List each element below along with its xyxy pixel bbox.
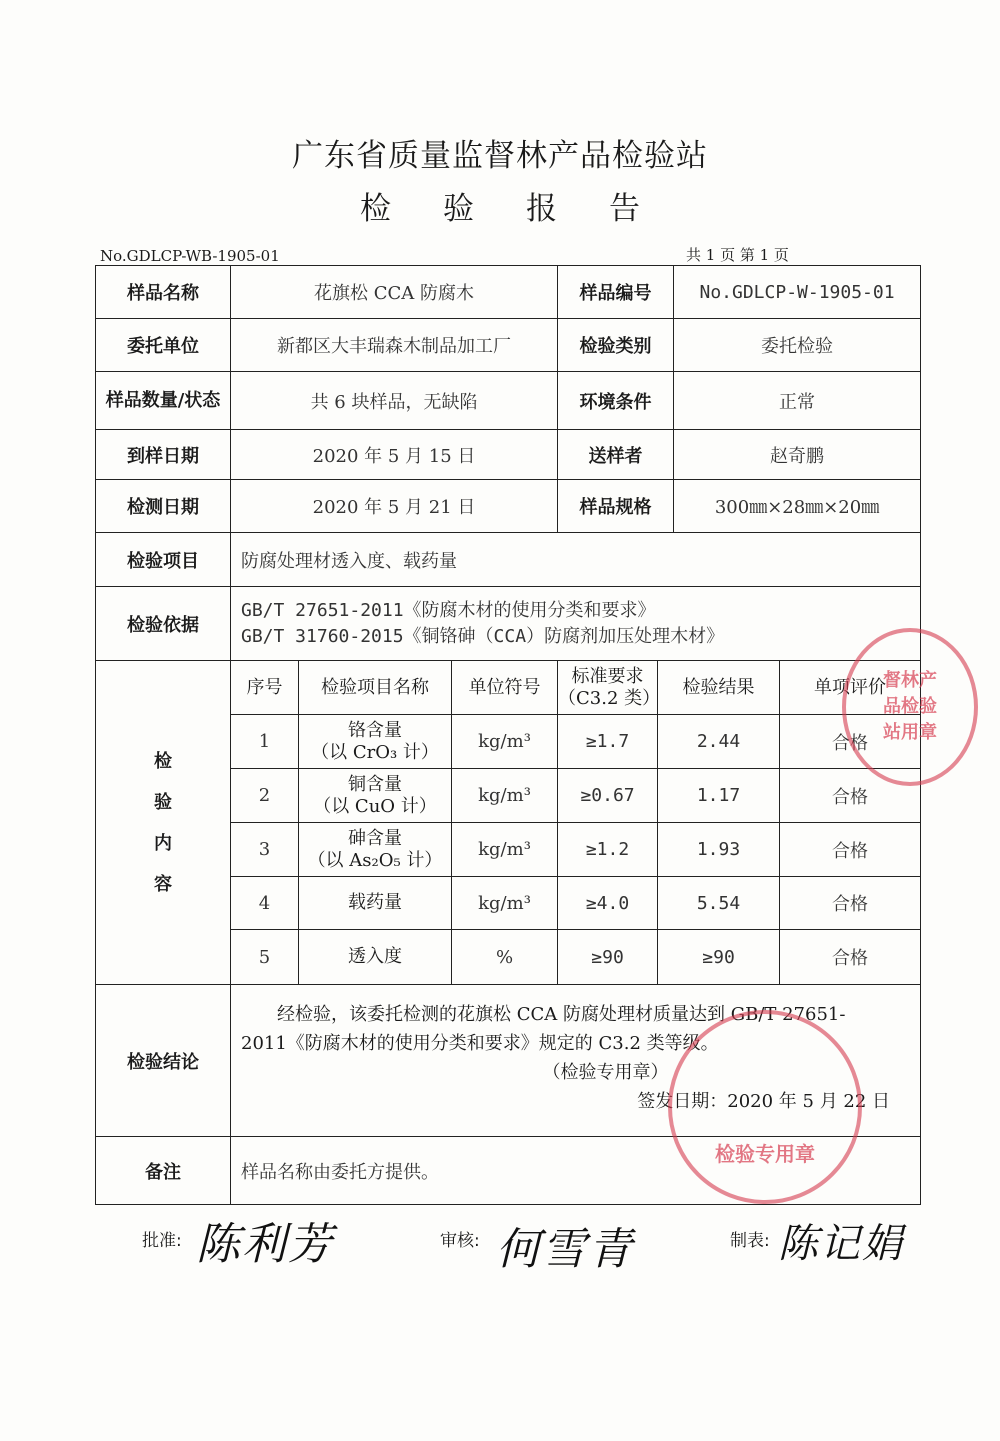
row-no: 3 xyxy=(231,823,299,877)
env-value: 正常 xyxy=(674,372,921,430)
content-label-char: 容 xyxy=(154,873,172,895)
basis-line: GB/T 27651-2011《防腐木材的使用分类和要求》 xyxy=(241,599,656,621)
basis-label: 检验依据 xyxy=(96,587,231,661)
col-header-item: 检验项目名称 xyxy=(299,661,452,715)
row-std: ≥1.7 xyxy=(558,715,658,769)
basis-line: GB/T 31760-2015《铜铬砷（CCA）防腐剂加压处理木材》 xyxy=(241,625,725,647)
basis-value xyxy=(231,587,921,661)
row-std: ≥1.2 xyxy=(558,823,658,877)
col-header-eval: 单项评价 xyxy=(780,661,921,715)
approve-label: 批准: xyxy=(142,1231,182,1251)
content-label xyxy=(96,661,231,985)
side-stamp-text: 督林产品检验站用章 xyxy=(883,670,937,743)
row-item: 透入度 xyxy=(299,930,452,985)
row-item-line: 砷含量 xyxy=(348,827,402,849)
row-item-line: （以 CrO₃ 计） xyxy=(311,741,439,763)
test-type-label: 检验类别 xyxy=(558,319,674,372)
arrive-date-label: 到样日期 xyxy=(96,430,231,480)
review-signature: 何雪青 xyxy=(496,1224,634,1275)
row-item-line: 铜含量 xyxy=(348,773,402,795)
col-header-std xyxy=(558,661,661,715)
seal-note: （检验专用章） xyxy=(542,1061,669,1083)
content-label-char: 内 xyxy=(154,832,172,854)
items-value: 防腐处理材透入度、载药量 xyxy=(231,533,921,587)
row-std: ≥90 xyxy=(558,930,658,985)
std-header-line: 标准要求 xyxy=(571,665,644,687)
sample-no-value: No.GDLCP-W-1905-01 xyxy=(674,266,921,319)
row-result: 5.54 xyxy=(658,877,780,930)
arrive-date-value: 2020 年 5 月 15 日 xyxy=(231,430,558,480)
row-unit: kg/m³ xyxy=(452,823,558,877)
test-date-label: 检测日期 xyxy=(96,480,231,533)
row-result: 2.44 xyxy=(658,715,780,769)
page-info: 共 1 页 第 1 页 xyxy=(686,246,789,264)
col-header-unit: 单位符号 xyxy=(452,661,558,715)
row-eval: 合格 xyxy=(780,715,921,769)
row-unit: kg/m³ xyxy=(452,715,558,769)
row-unit: % xyxy=(452,930,558,985)
row-eval: 合格 xyxy=(780,769,921,823)
row-eval: 合格 xyxy=(780,930,921,985)
remarks-label: 备注 xyxy=(96,1137,231,1205)
conclusion-text: 经检验，该委托检测的花旗松 CCA 防腐处理材质量达到 GB/T 27651-2011《防腐木材的使用分类和要求》规定的 C3.2 类等级。 xyxy=(241,1003,846,1054)
row-item-line: （以 As₂O₅ 计） xyxy=(307,849,443,871)
row-no: 1 xyxy=(231,715,299,769)
row-eval: 合格 xyxy=(780,877,921,930)
row-eval: 合格 xyxy=(780,823,921,877)
row-item xyxy=(299,715,452,769)
row-no: 4 xyxy=(231,877,299,930)
sender-label: 送样者 xyxy=(558,430,674,480)
prepare-signature: 陈记娟 xyxy=(778,1221,904,1267)
row-no: 2 xyxy=(231,769,299,823)
items-label: 检验项目 xyxy=(96,533,231,587)
report-number: No.GDLCP-WB-1905-01 xyxy=(100,247,280,265)
doc-title xyxy=(0,183,1000,228)
conclusion-label: 检验结论 xyxy=(96,985,231,1137)
row-result: 1.17 xyxy=(658,769,780,823)
sample-no-label: 样品编号 xyxy=(558,266,674,319)
remarks-value: 样品名称由委托方提供。 xyxy=(231,1137,921,1205)
qty-value: 共 6 块样品，无缺陷 xyxy=(231,372,558,430)
qty-label: 样品数量/状态 xyxy=(96,372,231,430)
row-unit: kg/m³ xyxy=(452,877,558,930)
env-label: 环境条件 xyxy=(558,372,674,430)
org-title: 广东省质量监督林产品检验站 xyxy=(292,138,708,174)
col-header-result: 检验结果 xyxy=(658,661,780,715)
doc-title-char: 告 xyxy=(609,191,640,227)
review-label: 审核: xyxy=(440,1231,480,1251)
row-std: ≥4.0 xyxy=(558,877,658,930)
content-label-char: 验 xyxy=(154,791,172,813)
client-label: 委托单位 xyxy=(96,319,231,372)
issue-date: 签发日期：2020 年 5 月 22 日 xyxy=(637,1090,891,1112)
test-date-value: 2020 年 5 月 21 日 xyxy=(231,480,558,533)
side-stamp xyxy=(842,628,978,786)
sender-value: 赵奇鹏 xyxy=(674,430,921,480)
row-result: ≥90 xyxy=(658,930,780,985)
row-std: ≥0.67 xyxy=(558,769,658,823)
std-header-line: （C3.2 类） xyxy=(558,687,661,709)
doc-title-char: 验 xyxy=(443,191,474,227)
official-seal-text: 检验专用章 xyxy=(715,1141,815,1166)
row-no: 5 xyxy=(231,930,299,985)
client-value: 新都区大丰瑞森木制品加工厂 xyxy=(231,319,558,372)
doc-title-char: 报 xyxy=(526,191,557,227)
sample-name-value: 花旗松 CCA 防腐木 xyxy=(231,266,558,319)
test-type-value: 委托检验 xyxy=(674,319,921,372)
row-item xyxy=(299,769,452,823)
prepare-label: 制表: xyxy=(730,1231,770,1251)
col-header-no: 序号 xyxy=(231,661,299,715)
row-unit: kg/m³ xyxy=(452,769,558,823)
row-item xyxy=(299,823,452,877)
sample-name-label: 样品名称 xyxy=(96,266,231,319)
official-seal xyxy=(668,1010,862,1204)
doc-title-char: 检 xyxy=(360,191,391,227)
row-item-line: （以 CuO 计） xyxy=(313,795,437,817)
approve-signature: 陈利芳 xyxy=(196,1219,334,1270)
row-result: 1.93 xyxy=(658,823,780,877)
content-label-char: 检 xyxy=(154,750,172,772)
spec-value: 300㎜×28㎜×20㎜ xyxy=(674,480,921,533)
row-item-line: 铬含量 xyxy=(348,719,402,741)
spec-label: 样品规格 xyxy=(558,480,674,533)
row-item: 载药量 xyxy=(299,877,452,930)
